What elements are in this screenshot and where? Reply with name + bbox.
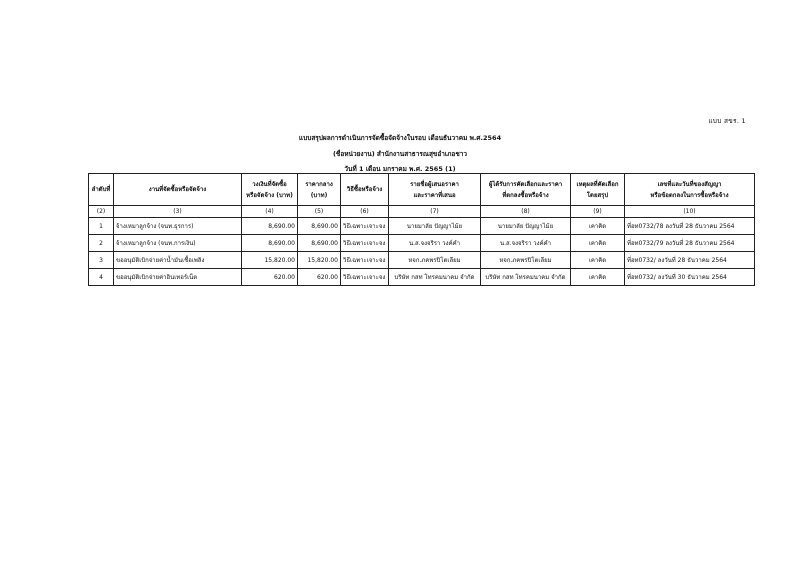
cell-contract: ที่อท0732/78 ลงวันที่ 28 ธันวาคม 2564 [625,218,755,235]
cell-contract: ที่อท0732/79 ลงวันที่ 28 ธันวาคม 2564 [625,235,755,252]
report-date: วันที่ 1 เดือน มกราคม พ.ศ. 2565 (1) [344,165,456,173]
header-budget: วงเงินที่จัดซื้อ หรือจัดจ้าง (บาท) [242,174,298,206]
cell-bidders: หจก.ภคพรปิโตเลียม [389,252,481,269]
table-row [89,269,755,286]
cell-bidders: บริษัท กสท โทรคมนาคม จำกัด [389,269,481,286]
index-cell: (5) [298,206,341,218]
header-median-price: ราคากลาง (บาท) [298,174,341,206]
cell-median-price: 8,690.00 [298,218,341,235]
cell-median-price: 620.00 [298,269,341,286]
cell-seq: 2 [89,235,114,252]
index-cell: (3) [114,206,242,218]
header-reason: เหตุผลที่คัดเลือก โดยสรุป [571,174,625,206]
index-cell: (4) [242,206,298,218]
cell-reason: เคาคิด [571,252,625,269]
cell-bidders: นายมาลัย ปัญญาไม้ย [389,218,481,235]
column-index-row [89,206,755,218]
header-method: วิธีซื้อหรือจ้าง [341,174,389,206]
table-row [89,235,755,252]
cell-seq: 4 [89,269,114,286]
form-code: แบบ สขร. 1 [708,117,746,125]
cell-budget: 8,690.00 [242,235,298,252]
header-bidders: รายชื่อผู้เสนอราคา และราคาที่เสนอ [389,174,481,206]
cell-seq: 3 [89,252,114,269]
cell-reason: เคาคิด [571,235,625,252]
header-item: งานที่จัดซื้อหรือจัดจ้าง [114,174,242,206]
cell-item: จ้างเหมาลูกจ้าง (จนท.ธุรการ) [114,218,242,235]
index-cell: (10) [625,206,755,218]
cell-budget: 620.00 [242,269,298,286]
table-row [89,252,755,269]
cell-seq: 1 [89,218,114,235]
cell-budget: 15,820.00 [242,252,298,269]
cell-contract: ที่อท0732/ ลงวันที่ 30 ธันวาคม 2564 [625,269,755,286]
cell-method: วิธีเฉพาะเจาะจง [341,218,389,235]
index-cell: (6) [341,206,389,218]
cell-winner: บริษัท กสท โทรคมนาคม จำกัด [481,269,571,286]
header-seq: ลำดับที่ [89,174,114,206]
header-winner: ผู้ได้รับการคัดเลือกและราคา ที่ตกลงซื้อหรือจ้าง [481,174,571,206]
cell-median-price: 8,690.00 [298,235,341,252]
header-contract: เลขที่และวันที่ของสัญญา หรือข้อตกลงในการซื้อหรือจ้าง [625,174,755,206]
procurement-table [88,173,755,286]
cell-method: วิธีเฉพาะเจาะจง [341,269,389,286]
cell-method: วิธีเฉพาะเจาะจง [341,252,389,269]
cell-item: ขออนุมัติเบิกจ่ายค่าน้ำมันเชื้อเพลิง [114,252,242,269]
cell-median-price: 15,820.00 [298,252,341,269]
table-row [89,218,755,235]
cell-bidders: น.ส.จงจริรา วงค์คำ [389,235,481,252]
index-cell: (2) [89,206,114,218]
index-cell: (9) [571,206,625,218]
cell-contract: ที่อท0732/ ลงวันที่ 28 ธันวาคม 2564 [625,252,755,269]
agency-name: (ชื่อหน่วยงาน) สำนักงานสาธารณสุขอำเภอชาว [332,150,468,158]
cell-item: จ้างเหมาลูกจ้าง (จนท.การเงิน) [114,235,242,252]
report-title: แบบสรุปผลการดำเนินการจัดซื้อจัดจ้างในรอบ เดือนธันวาคม พ.ศ.2564 [298,134,502,142]
cell-item: ขออนุมัติเบิกจ่ายค่าอินเทอร์เน็ต [114,269,242,286]
index-cell: (8) [481,206,571,218]
cell-method: วิธีเฉพาะเจาะจง [341,235,389,252]
cell-reason: เคาคิด [571,269,625,286]
index-cell: (7) [389,206,481,218]
cell-winner: น.ส.จงจริรา วงค์คำ [481,235,571,252]
cell-reason: เคาคิด [571,218,625,235]
header-row [89,174,755,206]
cell-winner: นายมาลัย ปัญญาไม้ย [481,218,571,235]
cell-budget: 8,690.00 [242,218,298,235]
cell-winner: หจก.ภคพรปิโตเลียม [481,252,571,269]
